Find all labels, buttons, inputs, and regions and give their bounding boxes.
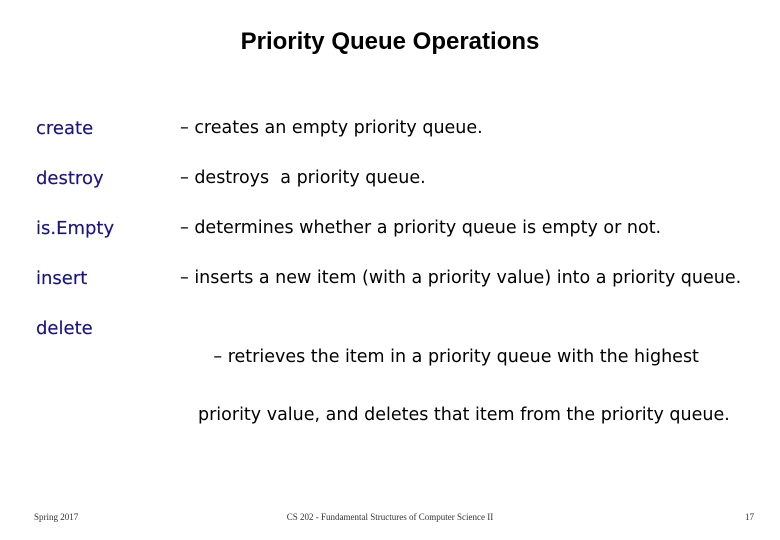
operation-name: insert [36, 268, 88, 289]
operation-name: destroy [36, 168, 104, 189]
operation-row-destroy [36, 164, 766, 193]
operation-description: – destroys a priority queue. [180, 168, 426, 188]
operation-description-continued: priority value, and deletes that item from the priority queue. [198, 405, 730, 425]
operation-description-block [180, 314, 766, 488]
operation-name: is.Empty [36, 218, 115, 239]
footer-page-number: 17 [745, 512, 754, 522]
operation-description: – retrieves the item in a priority queue with the highest [213, 347, 699, 367]
footer-course: CS 202 - Fundamental Structures of Computer Science II [286, 512, 494, 522]
operation-description: – determines whether a priority queue is empty or not. [180, 218, 662, 238]
operation-row-delete [36, 314, 766, 488]
operation-description: – inserts a new item (with a priority value) into a priority queue. [180, 268, 742, 288]
operation-description: – creates an empty priority queue. [180, 118, 483, 138]
operation-name: delete [36, 318, 93, 339]
operation-name: create [36, 118, 94, 139]
operation-row-create [36, 114, 766, 143]
operation-row-isempty [36, 214, 766, 243]
slide-title: Priority Queue Operations [240, 28, 540, 55]
operations-list [36, 114, 766, 488]
operation-row-insert [36, 264, 766, 293]
footer-date: Spring 2017 [34, 512, 79, 522]
